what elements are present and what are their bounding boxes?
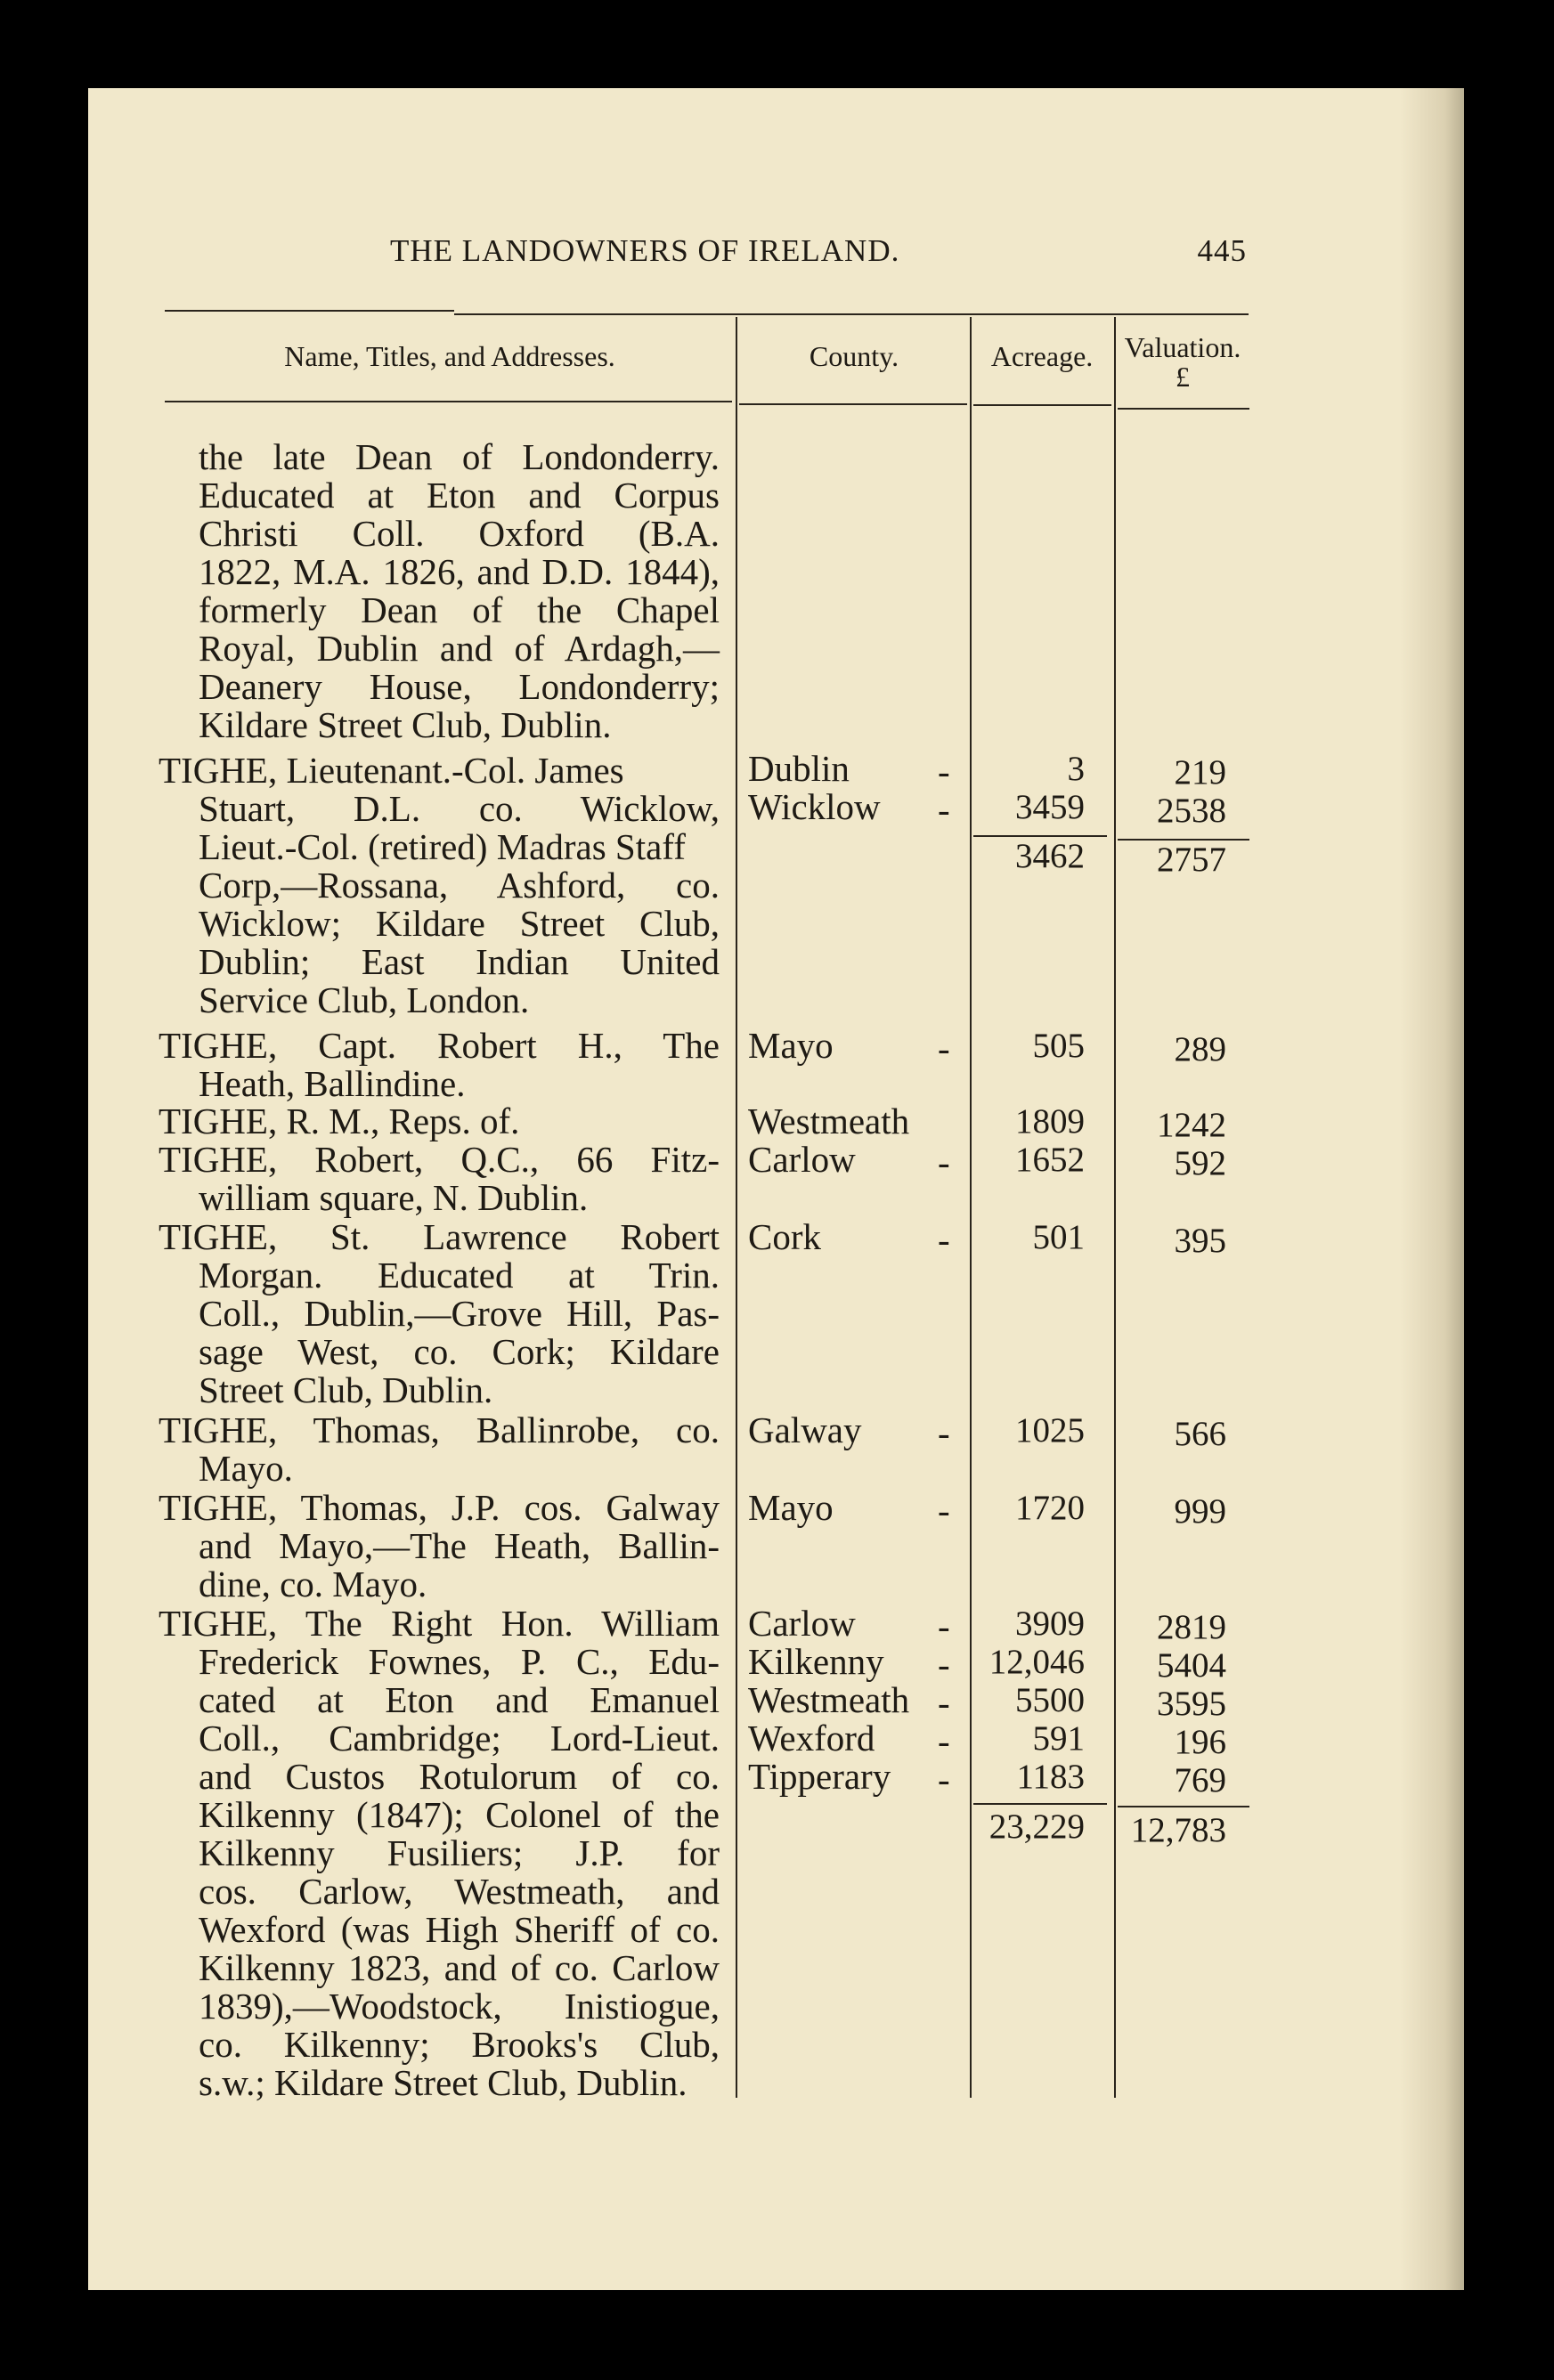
name-line: Kilkenny (1847); Colonel of the	[199, 1794, 720, 1835]
valuation-cell: 12,783	[1130, 1811, 1226, 1849]
county-cell: Mayo	[748, 1487, 834, 1528]
name-line: Morgan. Educated at Trin.	[199, 1255, 720, 1296]
name-line: Educated at Eton and Corpus	[199, 475, 720, 516]
name-line: TIGHE, Thomas, Ballinrobe, co.	[159, 1409, 720, 1450]
leader-dash: -	[938, 1759, 950, 1799]
name-line: cos. Carlow, Westmeath, and	[199, 1871, 720, 1912]
column-divider-1	[736, 317, 737, 2098]
leader-dash: -	[938, 751, 950, 792]
name-line: dine, co. Mayo.	[199, 1564, 427, 1604]
county-cell: Carlow	[748, 1139, 856, 1180]
column-divider-2	[970, 317, 972, 2098]
acreage-cell: 3909	[1015, 1604, 1085, 1643]
name-line: Stuart, D.L. co. Wicklow,	[199, 788, 720, 829]
county-cell: Mayo	[748, 1025, 834, 1066]
county-cell: Tipperary	[748, 1756, 891, 1797]
acreage-cell: 1720	[1015, 1489, 1085, 1527]
acreage-cell: 3462	[1015, 837, 1085, 875]
name-line: Deanery House, Londonderry;	[199, 666, 720, 707]
valuation-cell: 219	[1174, 753, 1226, 792]
acreage-cell: 5500	[1015, 1681, 1085, 1719]
name-line: 1839),—Woodstock, Inistiogue,	[199, 1986, 720, 2027]
page-number: 445	[1197, 233, 1247, 268]
acreage-cell: 3	[1067, 750, 1085, 788]
name-line: the late Dean of Londonderry.	[199, 436, 720, 477]
subheader-rule-name	[165, 401, 732, 402]
valuation-cell: 592	[1174, 1144, 1226, 1182]
leader-dash: -	[938, 1682, 950, 1723]
name-line: Wicklow; Kildare Street Club,	[199, 903, 720, 944]
total-rule-valuation-2	[1118, 1806, 1249, 1807]
subheader-rule-acreage	[973, 404, 1111, 406]
name-line: Wexford (was High Sheriff of co.	[199, 1909, 720, 1950]
valuation-cell: 5404	[1157, 1646, 1226, 1685]
name-line: TIGHE, R. M., Reps. of.	[159, 1101, 520, 1141]
county-cell: Westmeath	[748, 1101, 910, 1141]
name-line: Heath, Ballindine.	[199, 1063, 466, 1104]
leader-dash: -	[938, 1028, 950, 1068]
column-header-name: Name, Titles, and Addresses.	[284, 340, 615, 372]
county-cell: Cork	[748, 1216, 821, 1257]
county-cell: Wexford	[748, 1718, 875, 1759]
leader-dash: -	[938, 789, 950, 830]
name-line: Kildare Street Club, Dublin.	[199, 704, 612, 745]
leader-dash: -	[938, 1412, 950, 1453]
name-line: Kilkenny 1823, and of co. Carlow	[199, 1947, 720, 1988]
acreage-cell: 1025	[1015, 1411, 1085, 1450]
name-line: Corp,—Rossana, Ashford, co.	[199, 865, 720, 906]
name-line: and Custos Rotulorum of co.	[199, 1756, 720, 1797]
valuation-cell: 999	[1174, 1492, 1226, 1531]
name-line: sage West, co. Cork; Kildare	[199, 1331, 720, 1372]
column-header-valuation: Valuation.	[1124, 331, 1241, 363]
name-line: Frederick Fownes, P. C., Edu-	[199, 1641, 720, 1682]
valuation-cell: 1242	[1157, 1106, 1226, 1144]
leader-dash: -	[938, 1141, 950, 1182]
acreage-cell: 501	[1032, 1218, 1085, 1256]
name-line: TIGHE, Thomas, J.P. cos. Galway	[159, 1487, 720, 1528]
valuation-cell: 3595	[1157, 1685, 1226, 1723]
column-header-acreage: Acreage.	[990, 340, 1094, 372]
valuation-cell: 2819	[1157, 1608, 1226, 1646]
county-cell: Westmeath	[748, 1679, 910, 1720]
name-line: 1822, M.A. 1826, and D.D. 1844),	[199, 551, 720, 592]
valuation-cell: 395	[1174, 1222, 1226, 1260]
county-cell: Wicklow	[748, 786, 881, 827]
name-line: TIGHE, Lieutenant.-Col. James	[159, 750, 624, 791]
leader-dash: -	[938, 1605, 950, 1646]
name-line: Lieut.-Col. (retired) Madras Staff	[199, 826, 686, 867]
header-rule-right	[454, 313, 1249, 315]
total-rule-acreage-1	[973, 835, 1107, 837]
name-line: TIGHE, The Right Hon. William	[159, 1603, 720, 1644]
name-line: formerly Dean of the Chapel	[199, 589, 720, 630]
acreage-cell: 1652	[1015, 1141, 1085, 1179]
valuation-cell: 2757	[1157, 841, 1226, 879]
name-line: Street Club, Dublin.	[199, 1369, 493, 1410]
name-line: TIGHE, Robert, Q.C., 66 Fitz-	[159, 1139, 720, 1180]
name-line: s.w.; Kildare Street Club, Dublin.	[199, 2062, 688, 2103]
name-line: TIGHE, Capt. Robert H., The	[159, 1025, 720, 1066]
acreage-cell: 505	[1032, 1027, 1085, 1065]
acreage-cell: 591	[1032, 1719, 1085, 1758]
name-line: Kilkenny Fusiliers; J.P. for	[199, 1832, 720, 1873]
acreage-cell: 1183	[1016, 1758, 1085, 1796]
name-line: Dublin; East Indian United	[199, 941, 720, 982]
running-head-title: THE LANDOWNERS OF IRELAND.	[390, 233, 900, 268]
name-line: TIGHE, St. Lawrence Robert	[159, 1216, 720, 1257]
county-cell: Galway	[748, 1409, 862, 1450]
leader-dash: -	[938, 1644, 950, 1685]
total-rule-valuation-1	[1118, 839, 1249, 841]
total-rule-acreage-2	[973, 1803, 1107, 1805]
acreage-cell: 23,229	[989, 1807, 1085, 1846]
valuation-cell: 196	[1174, 1723, 1226, 1761]
valuation-unit: £	[1176, 361, 1190, 393]
name-line: Coll., Cambridge; Lord-Lieut.	[199, 1718, 720, 1759]
header-rule-left	[165, 310, 454, 312]
subheader-rule-valuation	[1118, 408, 1249, 410]
valuation-cell: 566	[1174, 1415, 1226, 1453]
leader-dash: -	[938, 1720, 950, 1761]
name-line: Mayo.	[199, 1448, 293, 1489]
name-line: cated at Eton and Emanuel	[199, 1679, 720, 1720]
name-line: Coll., Dublin,—Grove Hill, Pas-	[199, 1293, 720, 1334]
name-line: co. Kilkenny; Brooks's Club,	[199, 2024, 720, 2065]
county-cell: Dublin	[748, 748, 850, 789]
valuation-cell: 2538	[1157, 792, 1226, 830]
leader-dash: -	[938, 1490, 950, 1531]
name-line: Service Club, London.	[199, 979, 530, 1020]
county-cell: Kilkenny	[748, 1641, 884, 1682]
acreage-cell: 1809	[1015, 1102, 1085, 1141]
acreage-cell: 3459	[1015, 788, 1085, 826]
acreage-cell: 12,046	[989, 1643, 1085, 1681]
leader-dash: -	[938, 1219, 950, 1260]
name-line: Christi Coll. Oxford (B.A.	[199, 513, 720, 554]
valuation-cell: 769	[1174, 1761, 1226, 1799]
name-line: and Mayo,—The Heath, Ballin-	[199, 1525, 720, 1566]
column-divider-3	[1114, 317, 1116, 2098]
county-cell: Carlow	[748, 1603, 856, 1644]
name-line: william square, N. Dublin.	[199, 1177, 589, 1218]
name-line: Royal, Dublin and of Ardagh,—	[199, 628, 720, 669]
valuation-cell: 289	[1174, 1030, 1226, 1068]
page-edge-shadow	[1400, 88, 1464, 2290]
column-header-county: County.	[809, 340, 899, 372]
subheader-rule-county	[739, 403, 967, 405]
